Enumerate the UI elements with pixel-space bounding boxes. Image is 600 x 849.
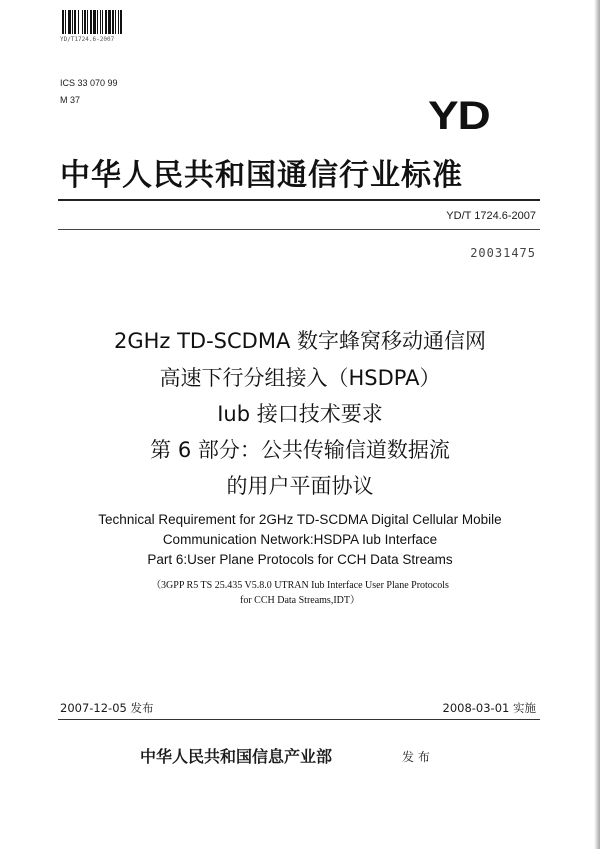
stamp-number: 20031475 [470,246,536,260]
cn-title-line: Iub 接口技术要求 [217,402,383,426]
bottom-divider [58,719,540,720]
standard-number: YD/T 1724.6-2007 [446,210,536,222]
main-title: 中华人民共和国通信行业标准 [60,158,463,193]
cn-title-line: 第 6 部分：公共传输信道数据流 [150,438,450,462]
thin-divider [58,229,540,230]
cn-title-line: 的用户平面协议 [226,474,374,498]
en-title-line: Communication Network:HSDPA Iub Interface [162,532,438,547]
cn-title-line: 2GHz TD-SCDMA 数字蜂窝移动通信网 [113,329,487,353]
barcode-number: YD/T1724.6-2007 [60,36,115,43]
implement-date: 2008-03-01 实施 [442,701,536,715]
issuer: 中华人民共和国信息产业部 [140,747,333,766]
reference-line: （3GPP R5 TS 25.435 V5.8.0 UTRAN Iub Interface User Plane Protocols [151,580,449,591]
top-divider [58,199,540,201]
en-title-line: Part 6:User Plane Protocols for CCH Data Streams [147,552,453,567]
cn-title-line: 高速下行分组接入（HSDPA） [159,366,441,390]
ics-code: ICS 33 070 99 [60,78,118,88]
scan-edge-shadow [594,0,600,849]
classification-code: M 37 [60,95,81,105]
barcode [62,10,144,34]
yd-logo: YD [428,94,490,138]
reference-line: for CCH Data Streams,IDT） [240,595,360,606]
publish-date: 2007-12-05 发布 [60,701,154,715]
en-title-line: Technical Requirement for 2GHz TD-SCDMA Digital Cellular Mobile [98,512,502,527]
issuer-action: 发 布 [402,750,430,764]
